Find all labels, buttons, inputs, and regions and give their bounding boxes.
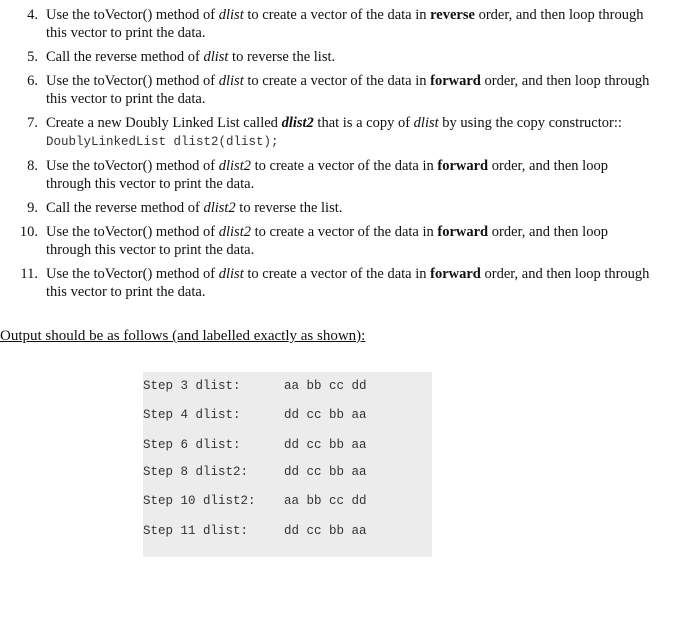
list-item — [0, 114, 673, 151]
step-number: 9. — [27, 200, 38, 216]
text-run: Use the toVector() method of — [46, 73, 219, 89]
step-number: 6. — [27, 73, 38, 89]
step-text — [46, 224, 608, 258]
text-run: order, and then loop through this vector to print the data. — [46, 7, 644, 41]
step-number: 4. — [27, 7, 38, 23]
step-number: 11. — [20, 266, 38, 282]
step-text — [46, 49, 335, 65]
output-label: Step 10 dlist2: — [143, 494, 256, 508]
text-run: to create a vector of the data in — [243, 73, 431, 89]
text-run: dlist2 — [281, 115, 314, 131]
text-run: Use the toVector() method of — [46, 266, 219, 282]
text-run: dlist — [413, 115, 439, 131]
step-number: 7. — [27, 115, 38, 131]
text-run: Create a new Doubly Linked List called — [46, 115, 282, 131]
output-value: dd cc bb aa — [284, 408, 367, 422]
step-number: 5. — [27, 49, 38, 65]
list-item — [0, 265, 673, 301]
text-run: to reverse the list. — [228, 49, 336, 65]
text-run: dlist — [203, 49, 229, 65]
text-run: dlist — [218, 266, 244, 282]
text-run: order, and then loop through this vector to print the data. — [46, 158, 608, 192]
output-value: aa bb cc dd — [284, 379, 367, 393]
text-run: Use the toVector() method of — [46, 7, 219, 23]
list-item — [0, 72, 673, 108]
text-run: Call the reverse method of — [46, 49, 204, 65]
text-run: order, and then loop through this vector to print the data. — [46, 266, 650, 300]
text-run: dlist2 — [218, 158, 251, 174]
text-run: Use the toVector() method of — [46, 224, 219, 240]
step-text — [46, 200, 342, 216]
list-item — [0, 199, 673, 217]
text-run: by using the copy constructor:: — [438, 115, 622, 131]
output-label: Step 4 dlist: — [143, 408, 241, 422]
text-run: dlist2 — [218, 224, 251, 240]
text-run: reverse — [430, 7, 475, 23]
list-item — [0, 6, 673, 42]
text-run: forward — [437, 158, 489, 174]
text-run: to create a vector of the data in — [250, 224, 438, 240]
text-run: dlist2 — [203, 200, 236, 216]
step-text — [46, 7, 644, 41]
text-run: to create a vector of the data in — [243, 7, 431, 23]
step-number: 10. — [19, 224, 38, 240]
text-run: dlist — [218, 7, 244, 23]
text-run: forward — [437, 224, 489, 240]
output-label: Step 3 dlist: — [143, 379, 241, 393]
list-item — [0, 48, 673, 66]
output-label: Step 6 dlist: — [143, 438, 241, 452]
step-text — [46, 158, 608, 192]
text-run: to reverse the list. — [235, 200, 343, 216]
expected-output-box — [143, 372, 432, 557]
text-run: order, and then loop through this vector to print the data. — [46, 224, 608, 258]
output-label: Step 11 dlist: — [143, 524, 249, 538]
output-value: dd cc bb aa — [284, 524, 367, 538]
text-run: Call the reverse method of — [46, 200, 204, 216]
text-run: that is a copy of — [313, 115, 414, 131]
output-heading: Output should be as follows (and labelled exactly as shown): — [0, 328, 366, 344]
step-text — [46, 73, 649, 107]
text-run: to create a vector of the data in — [243, 266, 431, 282]
step-text — [46, 266, 649, 300]
text-run: dlist — [218, 73, 244, 89]
output-value: aa bb cc dd — [284, 494, 367, 508]
step-number: 8. — [27, 158, 38, 174]
list-item — [0, 157, 673, 193]
step-text — [46, 115, 622, 149]
text-run: to create a vector of the data in — [250, 158, 438, 174]
text-run: order, and then loop through this vector to print the data. — [46, 73, 650, 107]
text-run: DoublyLinkedList dlist2(dlist); — [46, 135, 279, 149]
instruction-list — [0, 6, 673, 307]
list-item — [0, 223, 673, 259]
text-run: Use the toVector() method of — [46, 158, 219, 174]
output-value: dd cc bb aa — [284, 438, 367, 452]
output-value: dd cc bb aa — [284, 465, 367, 479]
output-label: Step 8 dlist2: — [143, 465, 249, 479]
text-run: forward — [430, 73, 481, 89]
text-run: forward — [430, 266, 481, 282]
